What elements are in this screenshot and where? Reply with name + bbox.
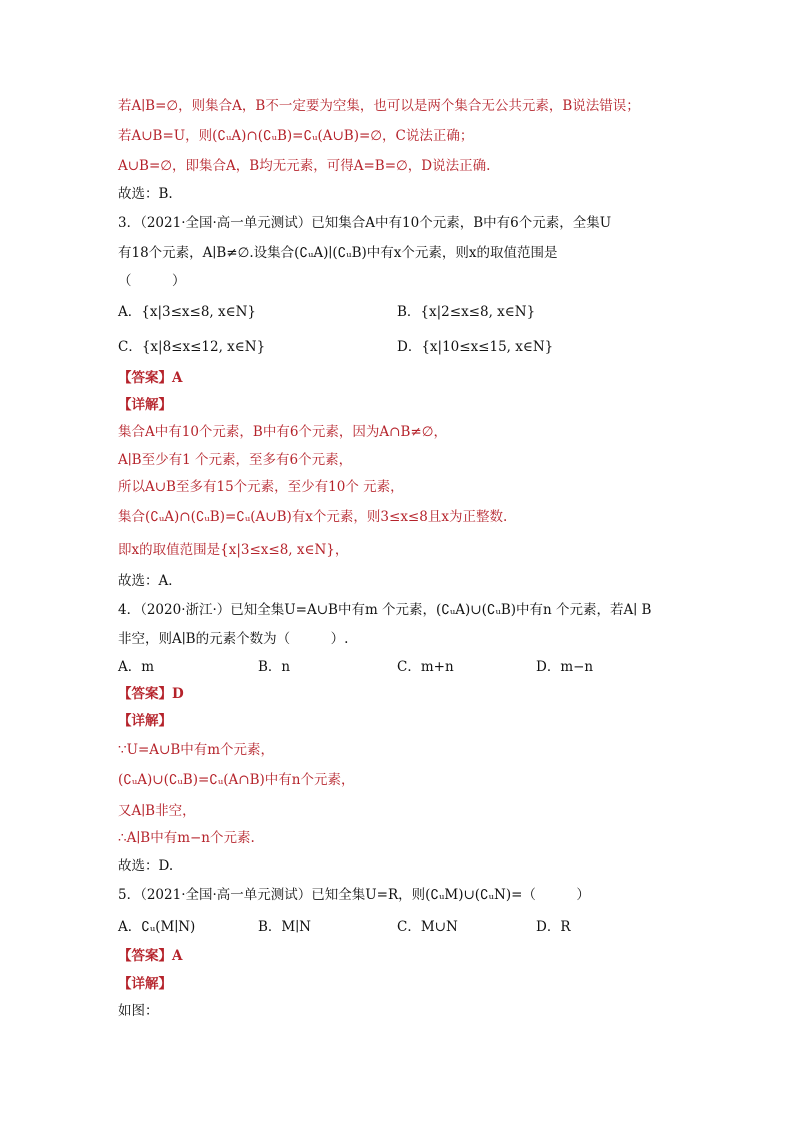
question-3-detail-5: 即x的取值范围是{x|3≤x≤8, x∈N}， <box>118 542 349 558</box>
question-4-stem-2: 非空，则A∣B的元素个数为（ ）. <box>118 631 349 647</box>
question-3-option-a: A．{x|3≤x≤8, x∈N} <box>118 304 257 320</box>
question-4-stem-1: 4．（2020·浙江·）已知全集U=A∪B中有m 个元素，(∁ᵤA)∪(∁ᵤB)中有n 个元素，若A∣ B <box>118 602 652 618</box>
question-4-option-b: B．n <box>258 659 291 675</box>
question-4-detail-1: ∵U=A∪B中有m个元素， <box>118 742 275 758</box>
question-5-answer: 【答案】A <box>118 948 183 964</box>
question-5-detail-heading: 【详解】 <box>118 976 172 992</box>
question-3-stem-2: 有18个元素，A∣B≠∅.设集合(∁ᵤA)∣(∁ᵤB)中有x个元素，则x的取值范围是 <box>118 245 558 261</box>
question-4-detail-2: (∁ᵤA)∪(∁ᵤB)=∁ᵤ(A∩B)中有n个元素， <box>118 772 355 788</box>
question-3-option-c: C．{x|8≤x≤12, x∈N} <box>118 339 266 355</box>
answer-choice-line: 故选：B. <box>118 186 173 202</box>
question-3-stem-1: 3．（2021·全国·高一单元测试）已知集合A中有10个元素，B中有6个元素，全集U <box>118 215 612 231</box>
question-4-option-d: D．m−n <box>536 659 594 675</box>
question-3-option-d: D．{x|10≤x≤15, x∈N} <box>397 339 554 355</box>
question-5-option-c: C．M∪N <box>397 919 458 935</box>
question-3-detail-3: 所以A∪B至多有15个元素，至少有10个 元素， <box>118 479 404 495</box>
question-5-detail-1: 如图： <box>118 1003 159 1019</box>
question-4-detail-3: 又A∣B非空， <box>118 803 196 819</box>
question-3-option-b: B．{x|2≤x≤8, x∈N} <box>397 304 536 320</box>
solution-line-c: 若A∪B=U，则(∁ᵤA)∩(∁ᵤB)=∁ᵤ(A∪B)=∅，C说法正确； <box>118 128 474 144</box>
question-3-detail-1: 集合A中有10个元素，B中有6个元素，因为A∩B≠∅， <box>118 424 447 440</box>
question-5-stem: 5．（2021·全国·高一单元测试）已知全集U=R，则(∁ᵤM)∪(∁ᵤN)=（ ） <box>118 887 590 903</box>
question-3-answer: 【答案】A <box>118 370 183 386</box>
solution-line-d: A∪B=∅，即集合A，B均无元素，可得A=B=∅，D说法正确. <box>118 158 491 174</box>
question-5-option-d: D．R <box>536 919 571 935</box>
question-4-detail-heading: 【详解】 <box>118 713 172 729</box>
question-4-answer: 【答案】D <box>118 686 184 702</box>
question-4-detail-4: ∴A∣B中有m−n个元素. <box>118 830 255 846</box>
question-4-option-a: A．m <box>118 659 155 675</box>
question-5-option-b: B．M∣N <box>258 919 311 935</box>
question-3-detail-2: A∣B至少有1 个元素，至多有6个元素， <box>118 452 353 468</box>
question-4-choice: 故选：D. <box>118 858 174 874</box>
question-3-detail-4: 集合(∁ᵤA)∩(∁ᵤB)=∁ᵤ(A∪B)有x个元素，则3≤x≤8且x为正整数. <box>118 509 508 525</box>
question-3-choice: 故选：A． <box>118 573 182 589</box>
question-4-option-c: C．m+n <box>397 659 454 675</box>
solution-line-b: 若A∣B=∅，则集合A，B不一定要为空集，也可以是两个集合无公共元素，B说法错误； <box>118 98 640 114</box>
question-3-detail-heading: 【详解】 <box>118 397 172 413</box>
question-5-option-a: A．∁ᵤ(M∣N) <box>118 919 196 935</box>
question-3-stem-3: （ ） <box>118 273 186 289</box>
